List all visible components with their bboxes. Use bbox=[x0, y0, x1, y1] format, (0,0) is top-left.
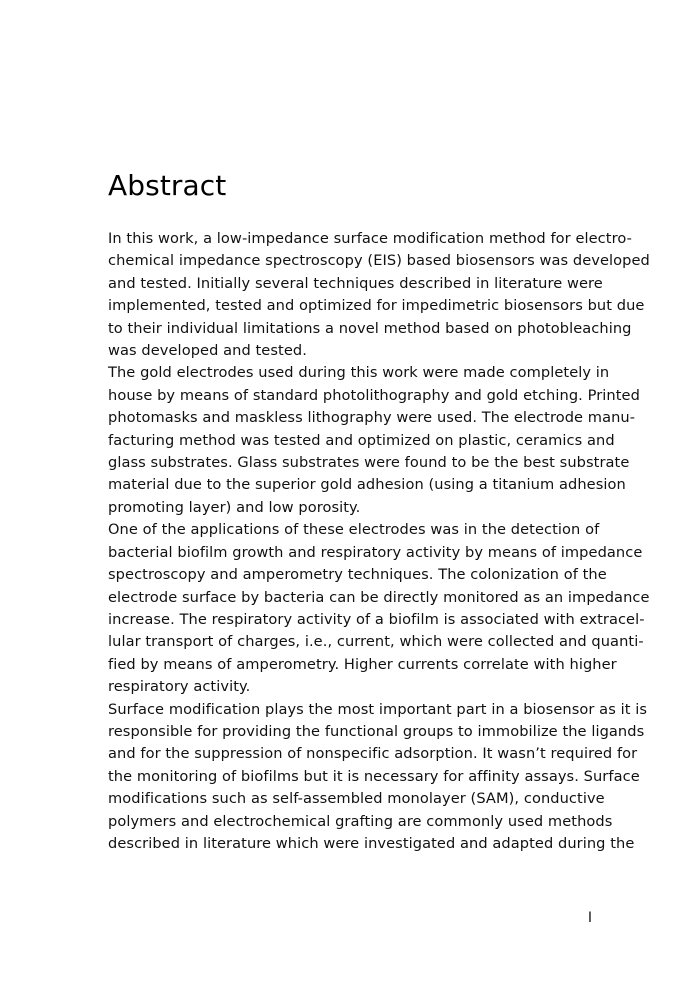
body-line: described in literature which were investigated and adapted during the bbox=[108, 834, 635, 852]
body-line: The gold electrodes used during this work were made completely in bbox=[108, 364, 610, 382]
body-line: house by means of standard photolithography and gold etching. Printed bbox=[108, 386, 640, 404]
body-line: the monitoring of biofilms but it is necessary for affinity assays. Surface bbox=[108, 767, 640, 785]
body-line: was developed and tested. bbox=[108, 342, 307, 360]
body-line: glass substrates. Glass substrates were found to be the best substrate bbox=[108, 454, 630, 472]
body-line: photomasks and maskless lithography were used. The electrode manu- bbox=[108, 409, 636, 427]
abstract-body bbox=[108, 228, 650, 855]
body-line: polymers and electrochemical grafting are commonly used methods bbox=[108, 812, 613, 830]
body-line: increase. The respiratory activity of a biofilm is associated with extracel- bbox=[108, 610, 645, 628]
body-line: spectroscopy and amperometry techniques. The colonization of the bbox=[108, 566, 607, 584]
body-line: One of the applications of these electrodes was in the detection of bbox=[108, 521, 600, 539]
body-line: and tested. Initially several techniques described in literature were bbox=[108, 274, 603, 292]
body-line: material due to the superior gold adhesion (using a titanium adhesion bbox=[108, 476, 626, 494]
body-line: chemical impedance spectroscopy (EIS) based biosensors was developed bbox=[108, 252, 650, 270]
body-paragraph bbox=[108, 228, 650, 362]
body-paragraph bbox=[108, 362, 640, 519]
body-line: bacterial biofilm growth and respiratory activity by means of impedance bbox=[108, 543, 643, 561]
body-line: respiratory activity. bbox=[108, 678, 251, 696]
body-line: lular transport of charges, i.e., current, which were collected and quanti- bbox=[108, 633, 644, 651]
body-line: promoting layer) and low porosity. bbox=[108, 498, 361, 516]
body-line: Surface modification plays the most important part in a biosensor as it is bbox=[108, 700, 648, 718]
page-title: Abstract bbox=[108, 168, 227, 202]
body-line: and for the suppression of nonspecific adsorption. It wasn’t required for bbox=[108, 745, 638, 763]
body-line: fied by means of amperometry. Higher currents correlate with higher bbox=[108, 655, 617, 673]
body-line: facturing method was tested and optimized on plastic, ceramics and bbox=[108, 431, 615, 449]
page-number: I bbox=[587, 910, 592, 926]
body-paragraph bbox=[108, 519, 650, 698]
body-line: responsible for providing the functional groups to immobilize the ligands bbox=[108, 722, 645, 740]
body-line: modifications such as self-assembled monolayer (SAM), conductive bbox=[108, 790, 605, 808]
body-line: implemented, tested and optimized for impedimetric biosensors but due bbox=[108, 297, 645, 315]
body-paragraph bbox=[108, 699, 648, 856]
body-line: electrode surface by bacteria can be directly monitored as an impedance bbox=[108, 588, 650, 606]
body-line: to their individual limitations a novel method based on photobleaching bbox=[108, 319, 632, 337]
body-line: In this work, a low-impedance surface modification method for electro- bbox=[108, 230, 632, 247]
